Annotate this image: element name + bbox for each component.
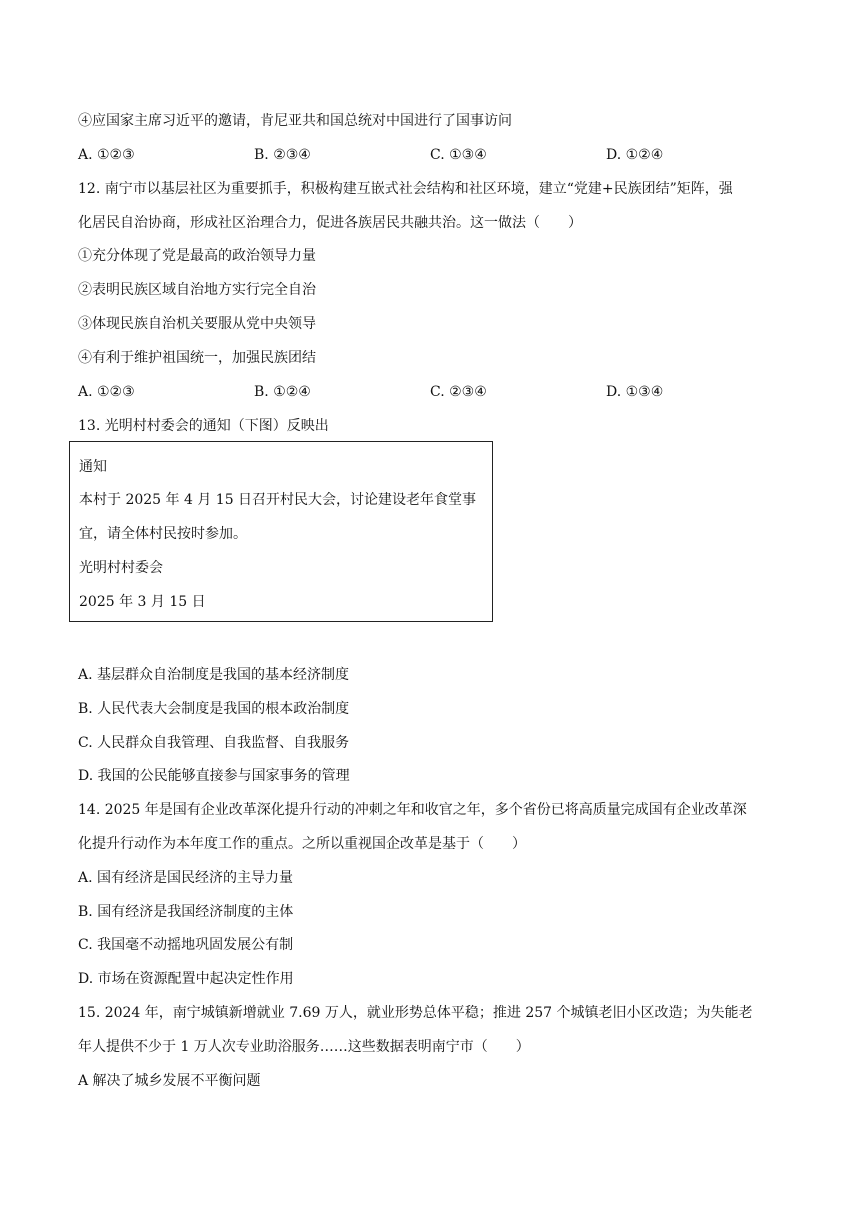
q12-stem-line-1: 12. 南宁市以基层社区为重要抓手，积极构建互嵌式社会结构和社区环境，建立“党建+民族团结”矩阵，强 — [78, 181, 733, 197]
q14-option-b: B. 国有经济是我国经济制度的主体 — [78, 904, 294, 920]
q12-item-3: ③体现民族自治机关要服从党中央领导 — [78, 316, 316, 332]
q12-option-d: D. ①③④ — [606, 384, 664, 400]
q12-option-c: C. ②③④ — [430, 384, 487, 400]
q12-item-2: ②表明民族区域自治地方实行完全自治 — [78, 282, 316, 298]
q11-option-d: D. ①②④ — [606, 147, 664, 163]
q12-options — [78, 382, 778, 402]
q12-option-b: B. ①②④ — [254, 384, 311, 400]
notice-signer: 光明村村委会 — [79, 560, 163, 576]
q13-option-d: D. 我国的公民能够直接参与国家事务的管理 — [78, 768, 350, 784]
q11-options — [78, 145, 778, 165]
q15-option-a: A 解决了城乡发展不平衡问题 — [78, 1073, 261, 1089]
q14-option-d: D. 市场在资源配置中起决定性作用 — [78, 971, 294, 987]
q12-stem-line-2: 化居民自治协商，形成社区治理合力，促进各族居民共融共治。这一做法（ ） — [78, 215, 582, 231]
q13-option-c: C. 人民群众自我管理、自我监督、自我服务 — [78, 735, 350, 751]
q11-option-a: A. ①②③ — [78, 147, 135, 163]
q14-option-c: C. 我国毫不动摇地巩固发展公有制 — [78, 937, 294, 953]
notice-title: 通知 — [79, 459, 107, 475]
q12-option-a: A. ①②③ — [78, 384, 135, 400]
q12-item-1: ①充分体现了党是最高的政治领导力量 — [78, 248, 316, 264]
q15-stem-line-1: 15. 2024 年，南宁城镇新增就业 7.69 万人，就业形势总体平稳；推进 257 个城镇老旧小区改造；为失能老 — [78, 1005, 753, 1021]
q13-option-a: A. 基层群众自治制度是我国的基本经济制度 — [78, 667, 350, 683]
q14-stem-line-2: 化提升行动作为本年度工作的重点。之所以重视国企改革是基于（ ） — [78, 836, 526, 852]
q12-item-4: ④有利于维护祖国统一，加强民族团结 — [78, 350, 316, 366]
q11-item-4: ④应国家主席习近平的邀请，肯尼亚共和国总统对中国进行了国事访问 — [78, 113, 512, 129]
notice-box — [69, 441, 493, 622]
notice-body-line-1: 本村于 2025 年 4 月 15 日召开村民大会，讨论建设老年食堂事 — [79, 492, 477, 508]
notice-date: 2025 年 3 月 15 日 — [79, 594, 206, 610]
q14-stem-line-1: 14. 2025 年是国有企业改革深化提升行动的冲刺之年和收官之年，多个省份已将高质量完成国有企业改革深 — [78, 802, 747, 818]
q11-option-c: C. ①③④ — [430, 147, 487, 163]
q13-stem: 13. 光明村村委会的通知（下图）反映出 — [78, 418, 329, 434]
q13-option-b: B. 人民代表大会制度是我国的根本政治制度 — [78, 701, 350, 717]
q14-option-a: A. 国有经济是国民经济的主导力量 — [78, 870, 294, 886]
q15-stem-line-2: 年人提供不少于 1 万人次专业助浴服务……这些数据表明南宁市（ ） — [78, 1039, 530, 1055]
q11-option-b: B. ②③④ — [254, 147, 311, 163]
notice-body-line-2: 宜，请全体村民按时参加。 — [79, 526, 247, 542]
